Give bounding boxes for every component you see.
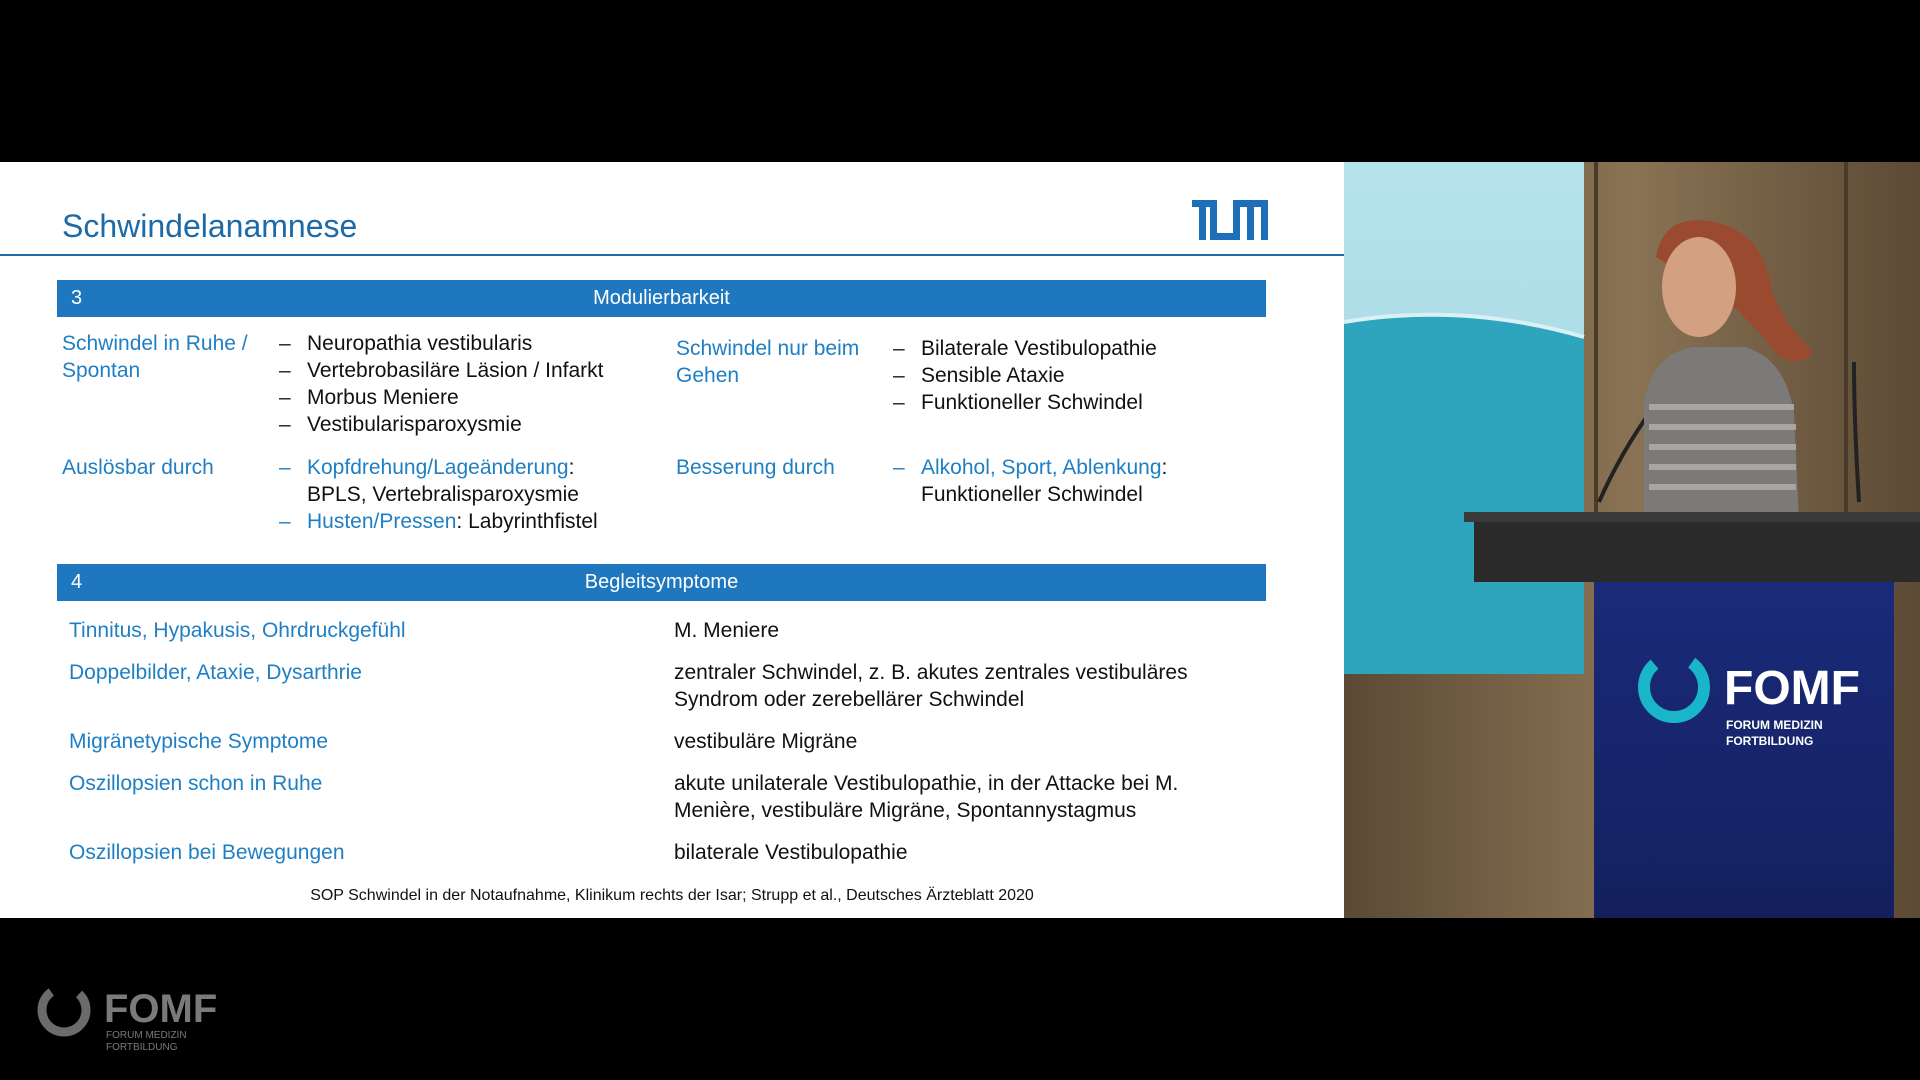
rest-label: Schwindel in Ruhe / Spontan bbox=[62, 332, 248, 382]
symptom-text: Tinnitus, Hypakusis, Ohrdruckgefühl bbox=[69, 619, 406, 642]
improve-diagnosis: Funktioneller Schwindel bbox=[921, 483, 1143, 506]
diagnosis-text: zentraler Schwindel, z. B. akutes zentrales vestibuläres Syndrom oder zerebellärer Schwindel bbox=[674, 661, 1188, 711]
list-item: – Morbus Meniere bbox=[279, 384, 604, 411]
separator: : bbox=[568, 456, 575, 479]
podium-brand: FOMF bbox=[1724, 662, 1860, 715]
list-item: – Vertebrobasiläre Läsion / Infarkt bbox=[279, 357, 604, 384]
diagnosis-text: vestibuläre Migräne bbox=[674, 730, 858, 753]
watermark-sub2: FORTBILDUNG bbox=[106, 1042, 178, 1053]
trigger-list bbox=[279, 454, 598, 535]
symptom-text: Doppelbilder, Ataxie, Dysarthrie bbox=[69, 661, 362, 684]
fomf-logo bbox=[36, 972, 216, 1056]
list-item: – Vestibularisparoxysmie bbox=[279, 411, 604, 438]
list-item bbox=[279, 508, 598, 535]
list-item: – Funktioneller Schwindel bbox=[893, 389, 1157, 416]
trigger-diagnosis: : Labyrinthfistel bbox=[456, 510, 598, 533]
section-number: 3 bbox=[71, 287, 83, 309]
improve-cause: Alkohol, Sport, Ablenkung bbox=[921, 456, 1162, 479]
walk-list bbox=[893, 335, 1157, 416]
symptom-text: Migränetypische Symptome bbox=[69, 730, 329, 753]
fomf-watermark bbox=[36, 972, 216, 1061]
trigger-diagnosis: BPLS, Vertebralisparoxysmie bbox=[307, 483, 579, 506]
list-item: – Bilaterale Vestibulopathie bbox=[893, 335, 1157, 362]
symptom-text: Oszillopsien schon in Ruhe bbox=[69, 772, 323, 795]
watermark-sub1: FORUM MEDIZIN bbox=[106, 1030, 187, 1041]
improve-list bbox=[893, 454, 1167, 508]
presentation-slide bbox=[0, 162, 1344, 918]
list-item bbox=[279, 454, 598, 508]
trigger-label: Auslösbar durch bbox=[62, 456, 214, 479]
list-item: – Sensible Ataxie bbox=[893, 362, 1157, 389]
list-item: – Neuropathia vestibularis bbox=[279, 330, 604, 357]
diagnosis-text: akute unilaterale Vestibulopathie, in der Attacke bei M. Menière, vestibuläre Migräne, Spontannystagmus bbox=[674, 772, 1179, 822]
list-item bbox=[893, 454, 1167, 508]
watermark-brand: FOMF bbox=[104, 987, 216, 1031]
speaker-video bbox=[1344, 162, 1920, 918]
stage-scene bbox=[1344, 162, 1920, 918]
section-title: Begleitsymptome bbox=[584, 571, 739, 593]
slide-title: Schwindelanamnese bbox=[62, 208, 358, 244]
diagnosis-text: M. Meniere bbox=[674, 619, 780, 642]
podium-sub1: FORUM MEDIZIN bbox=[1726, 718, 1823, 732]
improve-label: Besserung durch bbox=[676, 456, 835, 479]
podium-sub2: FORTBILDUNG bbox=[1726, 734, 1814, 748]
walk-label: Schwindel nur beim Gehen bbox=[676, 337, 860, 387]
section-bar-modulierbarkeit bbox=[57, 280, 1266, 317]
rest-list bbox=[279, 330, 604, 438]
section-number: 4 bbox=[71, 571, 83, 593]
diagnosis-text: bilaterale Vestibulopathie bbox=[674, 841, 908, 864]
section-bar-begleitsymptome bbox=[57, 564, 1266, 601]
trigger-cause: Kopfdrehung/Lageänderung bbox=[307, 456, 569, 479]
separator: : bbox=[1161, 456, 1168, 479]
tum-logo bbox=[1192, 200, 1268, 240]
source-citation: SOP Schwindel in der Notaufnahme, Klinikum rechts der Isar; Strupp et al., Deutsches Ärzteblatt 2020 bbox=[310, 887, 1034, 904]
title-divider bbox=[0, 254, 1344, 256]
trigger-cause: Husten/Pressen bbox=[307, 510, 457, 533]
symptom-text: Oszillopsien bei Bewegungen bbox=[69, 841, 345, 864]
section-title: Modulierbarkeit bbox=[593, 287, 730, 309]
